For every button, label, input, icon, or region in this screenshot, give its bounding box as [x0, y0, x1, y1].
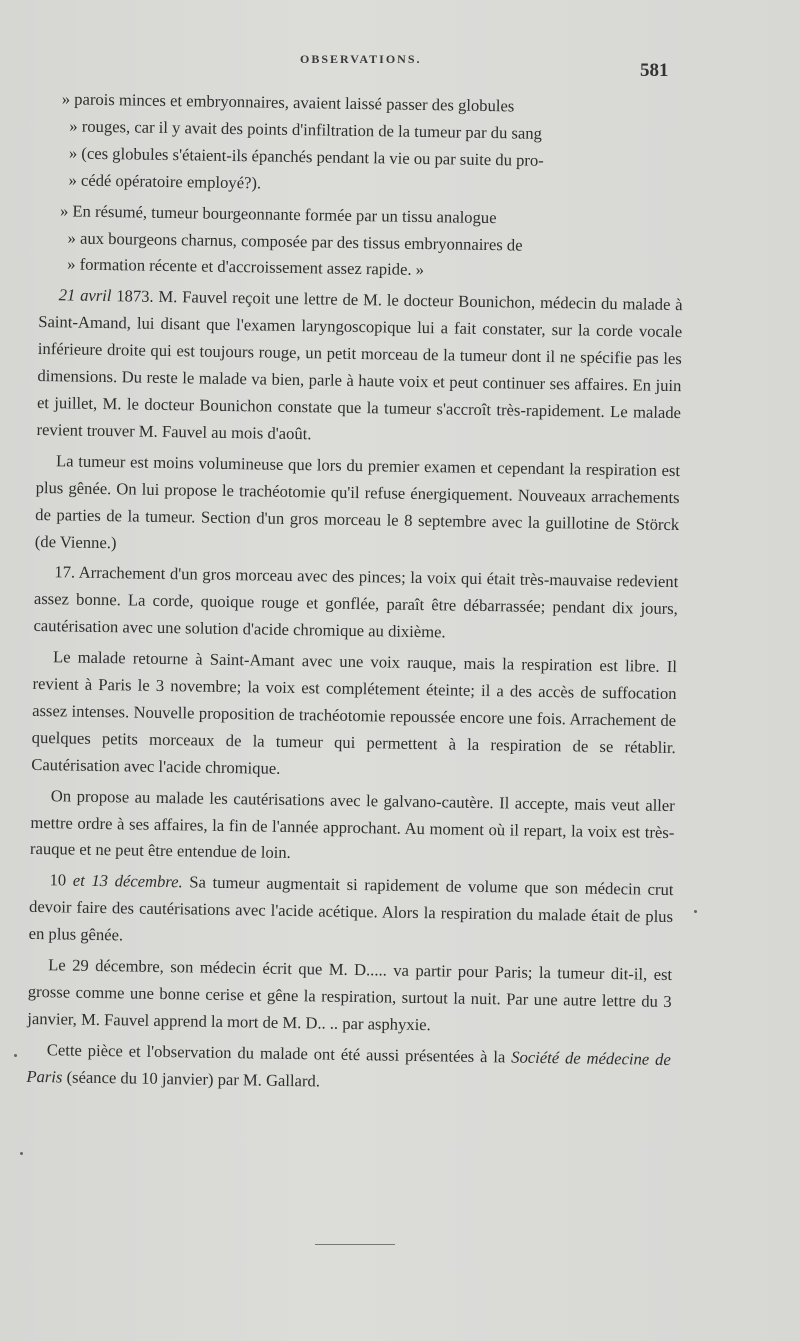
- paragraph-december: [28, 867, 673, 958]
- ink-speck: [694, 910, 697, 913]
- date-italic: 21 avril: [58, 285, 112, 306]
- ink-speck: [14, 1054, 17, 1057]
- paragraph-text: Cette pièce et l'observation du malade ont été aussi présentées à la: [46, 1040, 512, 1067]
- paragraph-closing: [26, 1037, 671, 1101]
- ink-speck: [20, 1152, 23, 1155]
- quote-line: » formation récente et d'accroissement assez rapide. »: [67, 254, 425, 280]
- paragraph-text: On propose au malade les cautérisations avec le galvano-cautère. Il accepte, mais veut aller mettre ordre à ses affaires, la fin de l'année approchant. Au moment où il repart, la voix est très-rauque et ne peut être entendue de loin.: [29, 785, 675, 863]
- end-rule: [315, 1244, 395, 1245]
- page-number: 581: [640, 60, 669, 81]
- paragraph-text: Sa tumeur augmentait si rapidement de volume que son médecin crut devoir faire des cautérisations avec l'acide acétique. Alors la respiration du malade était de plus en plus gênée.: [28, 872, 674, 945]
- paragraph-quote-1: [40, 86, 686, 204]
- quote-line: » (ces globules s'étaient-ils épanchés pendant la vie ou par suite du pro-: [68, 143, 544, 170]
- paragraph-text: Le 29 décembre, son médecin écrit que M. D..... va partir pour Paris; la tumeur dit-il, est grosse comme une bonne cerise et gêne la respiration, surtout la nuit. Par une autre lettre du 3 janvier, M. Fauvel apprend la mort de M. D.. .. par asphyxie.: [27, 955, 673, 1035]
- running-head: OBSERVATIONS.: [300, 52, 422, 66]
- body-text: [26, 86, 686, 1101]
- quote-line: » cédé opératoire employé?).: [68, 170, 262, 193]
- paragraph-text: Le malade retourne à Saint-Amant avec une voix rauque, mais la respiration est libre. Il revient à Paris le 3 novembre; la voix est complétement éteinte; il a des accès de suffocation assez intenses. Nouvelle proposition de trachéotomie repoussée encore une fois. Arrachement de quelques petits morceaux de la tumeur qui permettent à la respiration de se rétablir. Cautérisation avec l'acide chromique.: [31, 647, 678, 778]
- paragraph-text: (séance du 10 janvier) par M. Gallard.: [62, 1067, 321, 1091]
- paragraph-text: La tumeur est moins volumineuse que lors du premier examen et cependant la respiration est plus gênée. On lui propose le trachéotomie qu'il refuse énergiquement. Nouveaux arrachements de parties de la tumeur. Section d'un gros morceau le 8 septembre avec la guillotine de Störck (de Vienne.): [34, 451, 681, 552]
- paragraph-text: 17. Arrachement d'un gros morceau avec des pinces; la voix qui était très-mauvaise redevient assez bonne. La corde, quoique rouge et gonflée, paraît être débarrassée; pendant dix jours, cautérisation avec une solution d'acide chromique au dixième.: [33, 562, 679, 642]
- quote-line: » rouges, car il y avait des points d'infiltration de la tumeur par du sang: [69, 116, 543, 143]
- quote-line: » aux bourgeons charnus, composée par des tissus embryonnaires de: [67, 227, 523, 255]
- paragraph-text: 1873. M. Fauvel reçoit une lettre de M. le docteur Bounichon, médecin du malade à Saint-Amand, lui disant que l'examen laryngoscopique lui a fait constater, sur la corde vocale inférieure droite qui est toujours rouge, un petit morceau de la tumeur dont il ne spécifie pas les dimensions. Du reste le malade va bien, parle à haute voix et peut continuer ses affaires. En juin et juillet, M. le docteur Bounichon constate que la tumeur s'accroît très-rapidement. Le malade revient trouver M. Fauvel au mois d'août.: [36, 286, 683, 444]
- society-name: Société de médecine de Paris: [26, 1047, 671, 1087]
- quote-line: » En résumé, tumeur bourgeonnante formée par un tissu analogue: [59, 200, 497, 227]
- quote-line: » parois minces et embryonnaires, avaient laissé passer des globules: [61, 89, 515, 116]
- paragraph-quote-2: [39, 198, 684, 289]
- date-day: 10: [49, 870, 67, 890]
- date-italic: et 13 décembre.: [65, 870, 183, 892]
- paragraph-april: [36, 282, 682, 454]
